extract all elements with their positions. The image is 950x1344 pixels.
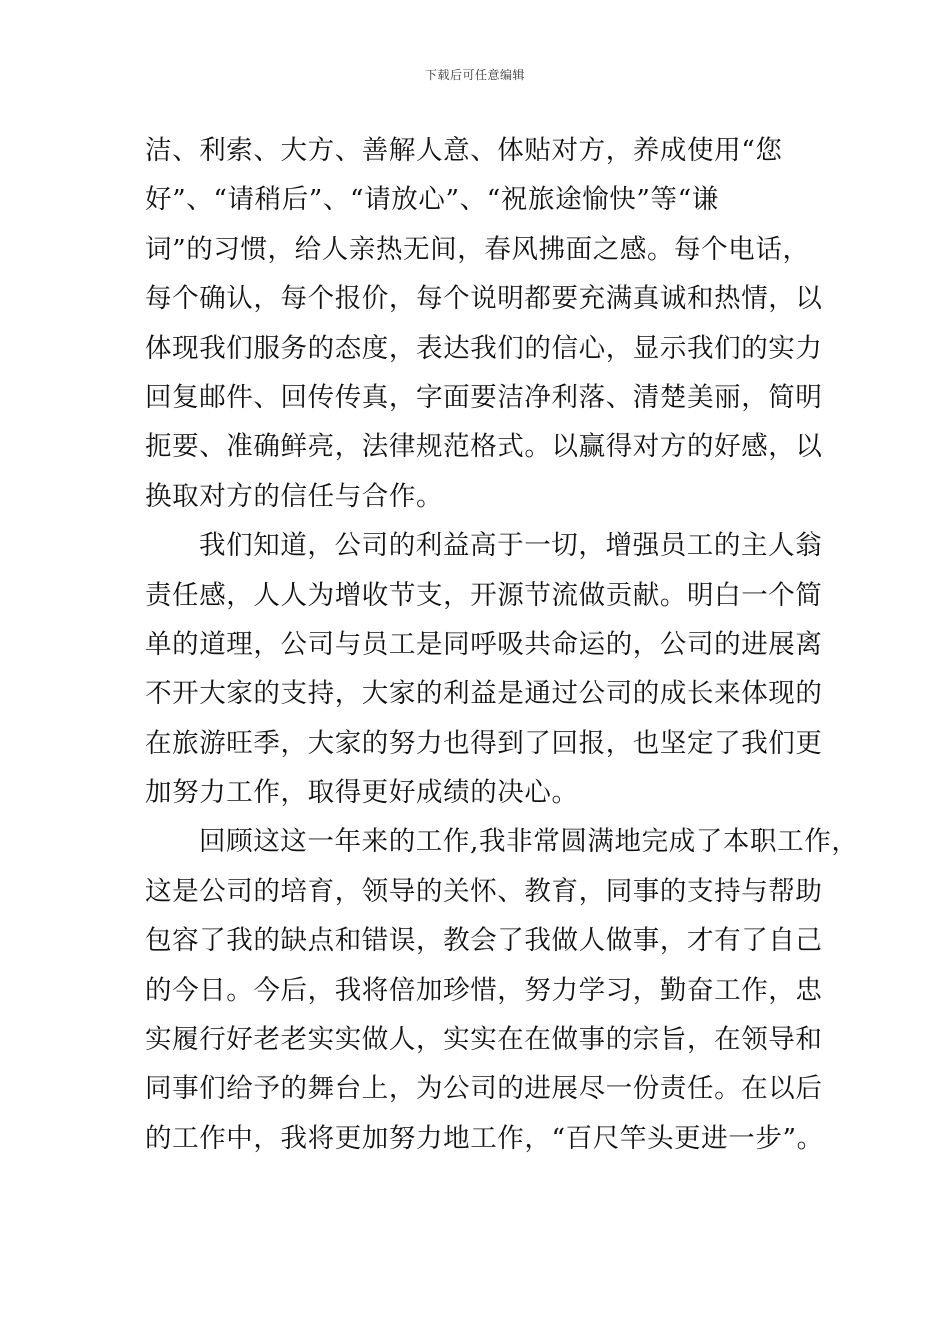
text-line: 词”的习惯，给人亲热无间，春风拂面之感。每个电话，	[145, 233, 810, 265]
text-line: 扼要、准确鲜亮，法律规范格式。以赢得对方的好感，以	[145, 431, 823, 463]
document-body	[145, 126, 859, 1163]
text-line: 不开大家的支持，大家的利益是通过公司的成长来体现的	[145, 678, 823, 710]
text-line: 实履行好老老实实做人，实实在在做事的宗旨，在领导和	[145, 1024, 823, 1056]
paragraph-3	[145, 817, 859, 1163]
text-line: 单的道理，公司与员工是同呼吸共命运的，公司的进展离	[145, 628, 823, 660]
text-line: 这是公司的培育，领导的关怀、教育，同事的支持与帮助	[145, 875, 823, 907]
text-line: 加努力工作，取得更好成绩的决心。	[145, 777, 579, 809]
text-line: 在旅游旺季，大家的努力也得到了回报，也坚定了我们更	[145, 727, 823, 759]
text-line: 包容了我的缺点和错误，教会了我做人做事，才有了自己	[145, 925, 823, 957]
text-line: 每个确认，每个报价，每个说明都要充满真诚和热情，以	[145, 283, 823, 315]
text-line: 的工作中，我将更加努力地工作，“百尺竿头更进一步”。	[145, 1122, 824, 1154]
page-header: 下载后可任意编辑	[424, 68, 525, 82]
text-line: 体现我们服务的态度，表达我们的信心，显示我们的实力	[145, 332, 823, 364]
paragraph-2	[145, 521, 823, 817]
paragraph-1	[145, 126, 823, 521]
text-line: 同事们给予的舞台上，为公司的进展尽一份责任。在以后	[145, 1073, 823, 1105]
text-line: 回复邮件、回传传真，字面要洁净利落、清楚美丽，简明	[145, 381, 823, 413]
text-line: 回顾这这一年来的工作,我非常圆满地完成了本职工作，	[199, 826, 859, 858]
text-line: 责任感，人人为增收节支，开源节流做贡献。明白一个简	[145, 579, 823, 611]
text-line: 我们知道，公司的利益高于一切，增强员工的主人翁	[199, 530, 823, 562]
text-line: 换取对方的信任与合作。	[145, 480, 444, 512]
text-line: 好”、“请稍后”、“请放心”、“祝旅途愉快”等“谦	[145, 184, 719, 216]
text-line: 洁、利索、大方、善解人意、体贴对方，养成使用“您	[145, 135, 783, 166]
text-line: 的今日。今后，我将倍加珍惜，努力学习，勤奋工作，忠	[145, 974, 823, 1006]
